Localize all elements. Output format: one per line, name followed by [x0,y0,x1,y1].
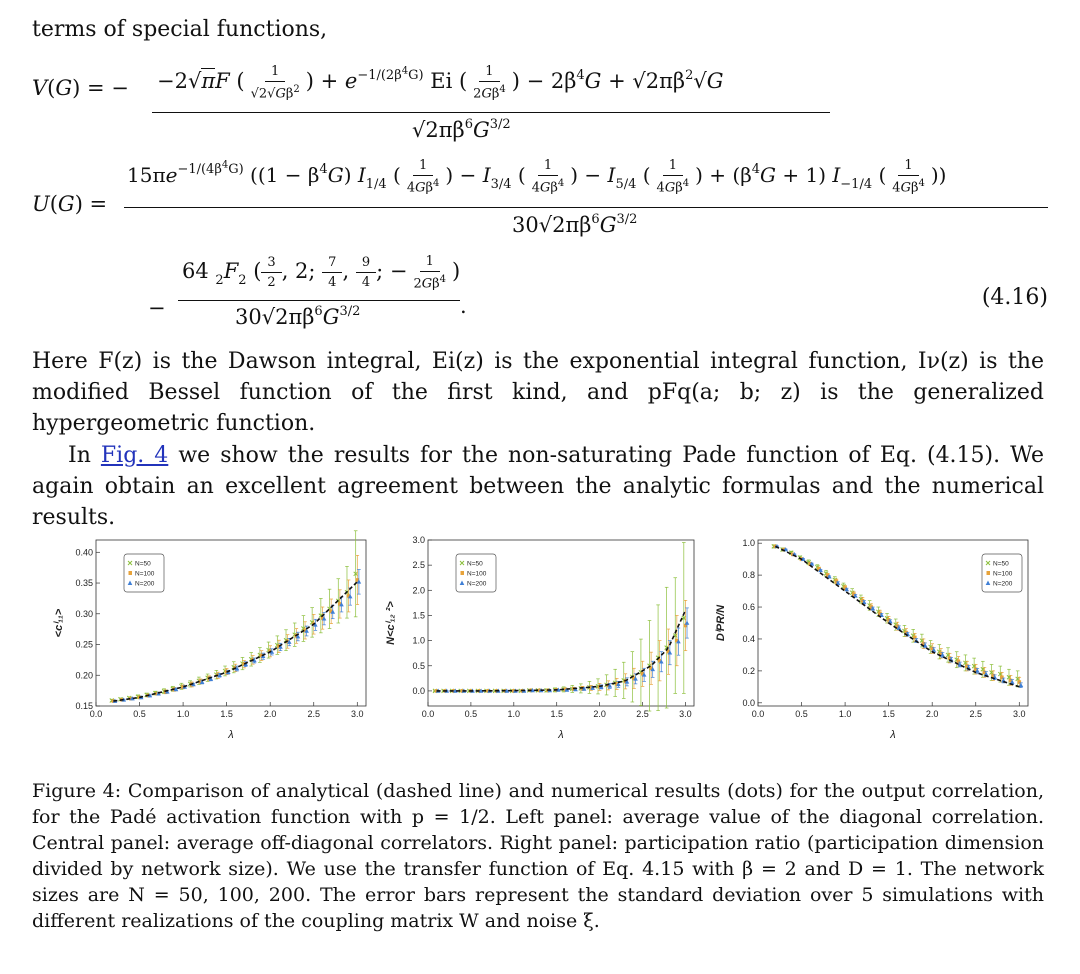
paragraph-definitions: Here F(z) is the Dawson integral, Ei(z) is the exponential integral function, Iν(z) is the modified Bessel function of the first kind, and pFq(a; b; z) is the generalized hypergeometric function. [32,349,1044,436]
y-tick-label: 3.0 [412,535,425,545]
x-tick-label: 1.5 [882,709,895,719]
legend-label: N=100 [467,570,487,578]
y-tick-label: 0.4 [742,633,755,644]
x-tick-label: 1.5 [220,709,233,719]
x-tick-label: 3.0 [1013,709,1026,719]
y-tick-label: 0.25 [75,639,93,650]
paragraph-fig4 [32,440,1044,533]
y-tick-label: 0.20 [75,670,93,681]
y-tick-label: 1.0 [412,635,425,646]
x-tick-label: 1.0 [507,709,521,719]
equation-u-second-denominator: $30√2\pi\beta^6G^{3/2}$ [235,304,361,329]
x-tick-label: 1.5 [550,709,563,719]
equation-u: U(G) = [32,192,108,216]
panel-center [385,535,694,741]
x-tick-label: 2.0 [925,709,939,719]
y-tick-label: 0.30 [75,608,93,619]
equation-period: . [460,294,467,318]
figure-caption: Figure 4: Comparison of analytical (dashed line) and numerical results (dots) for the output correlation, for the Padé activation function with p = 1/2. Left panel: average value of the diagonal correlation. Central panel: average off-diagonal correlators. Right panel: participation ratio (participation dimension divided by network size). We use the transfer function of Eq. 4.15 with β = 2 and D = 1. The network sizes are N = 50, 100, 200. The error bars represent the standard deviation over 5 simulations with different realizations of the coupling matrix W and noise ξ. [32,780,1044,932]
x-tick-label: 0.5 [795,709,808,719]
panel-left [53,531,366,741]
y-tick-label: 0.0 [742,697,755,708]
equation-u-second-numerator: 64 $_2F_2$ ( $\frac{3}{2}$ , 2; $\frac{7}{4}$ , $\frac{9}{4}$ ; − $\frac{1}{2G\beta^4}$ ) [182,254,461,292]
equation-block [32,64,1048,334]
legend-label: N=100 [135,570,155,578]
equation-u-denominator: $30√2\pi\beta^6G^{3/2}$ [512,212,638,237]
y-axis-label: DⁱPR/N [715,604,727,642]
equation-v-fraction-bar [152,112,830,113]
equation-v-denominator: $√2\pi\beta^6G^{3/2}$ [412,117,511,142]
legend-label: N=50 [467,560,483,568]
x-tick-label: 0.0 [89,709,103,719]
legend-label: N=200 [135,580,155,588]
fig4-link[interactable]: Fig. 4 [100,443,169,468]
x-tick-label: 2.5 [969,709,982,719]
legend-marker [461,571,465,575]
y-tick-label: 1.5 [412,610,425,621]
y-tick-label: 0.15 [75,701,93,711]
legend-label: N=50 [135,560,151,568]
paragraph-fig4-rest: we show the results for the non-saturating Pade function of Eq. (4.15). We again obtain an excellent agreement between the analytic formulas and the numerical results. [32,443,1044,530]
y-axis-label: N<cⁱ₁₂ ²> [385,601,397,645]
x-tick-label: 2.0 [263,709,277,719]
y-tick-label: 0.6 [742,602,755,613]
y-tick-label: 0.0 [412,685,425,696]
intro-line: terms of special functions, [32,17,328,42]
x-axis-label: λ [890,729,896,741]
y-tick-label: 0.8 [742,570,755,581]
figure-4 [30,530,1060,750]
y-tick-label: 2.0 [412,585,425,596]
y-tick-label: 0.35 [75,578,93,589]
equation-u-minus: − [148,296,166,320]
y-tick-label: 2.5 [412,560,425,571]
x-axis-label: λ [558,729,564,741]
legend-label: N=100 [993,570,1013,578]
x-tick-label: 1.0 [176,709,190,719]
equation-u-fraction-bar [124,207,1048,208]
y-tick-label: 0.40 [75,547,93,558]
y-tick-label: 0.2 [742,665,755,676]
x-tick-label: 2.0 [593,709,606,719]
equation-u-second-fraction-bar [178,300,460,301]
x-tick-label: 0.0 [421,709,435,719]
y-tick-label: 1.0 [742,538,755,549]
x-tick-label: 0.5 [464,709,478,719]
x-tick-label: 3.0 [351,709,364,719]
equation-u-numerator: $15\pi e^{-1/(4\beta^4G)}$ ($(1 - \beta^4G)$ $I_{1/4}$ ( $\frac{1}{4G\beta^4}$ ) − $I_{3/4}$ ( $\frac{1}{4G\beta^4}$ ) − $I_{5/4}$ ( $\frac{1}{4G\beta^4}$ ) + $(\beta^4G + 1)$ $I_{-1/4}$ ( $\frac{1}{4G\beta^4}$ )) [127,158,947,196]
y-axis-label: <cⁱ₁₁> [53,608,65,638]
x-tick-label: 0.0 [751,709,765,719]
x-tick-label: 2.5 [307,709,320,719]
x-tick-label: 3.0 [679,709,692,719]
x-tick-label: 0.5 [133,709,146,719]
x-axis-label: λ [228,729,234,741]
legend-label: N=200 [993,580,1013,588]
legend-label: N=200 [467,580,487,588]
paragraph-fig4-lead: In [68,443,101,468]
y-tick-label: 0.5 [412,660,425,671]
equation-number: (4.16) [981,285,1048,310]
legend-label: N=50 [993,560,1009,568]
legend-marker [987,571,991,575]
x-tick-label: 2.5 [636,709,649,719]
equation-v-numerator: −2√πF ( $\frac{1}{√2√G\beta^2}$ ) + $e^{-1/(2\beta^4G)}$ Ei ( $\frac{1}{2G\beta^4}$ ) − $2\beta^4G + √2\pi\beta^2√G$ [157,64,724,102]
legend-marker [129,571,133,575]
x-tick-label: 1.0 [838,709,852,719]
equation-v: V(G) = − [32,76,129,100]
panel-right [715,538,1028,741]
